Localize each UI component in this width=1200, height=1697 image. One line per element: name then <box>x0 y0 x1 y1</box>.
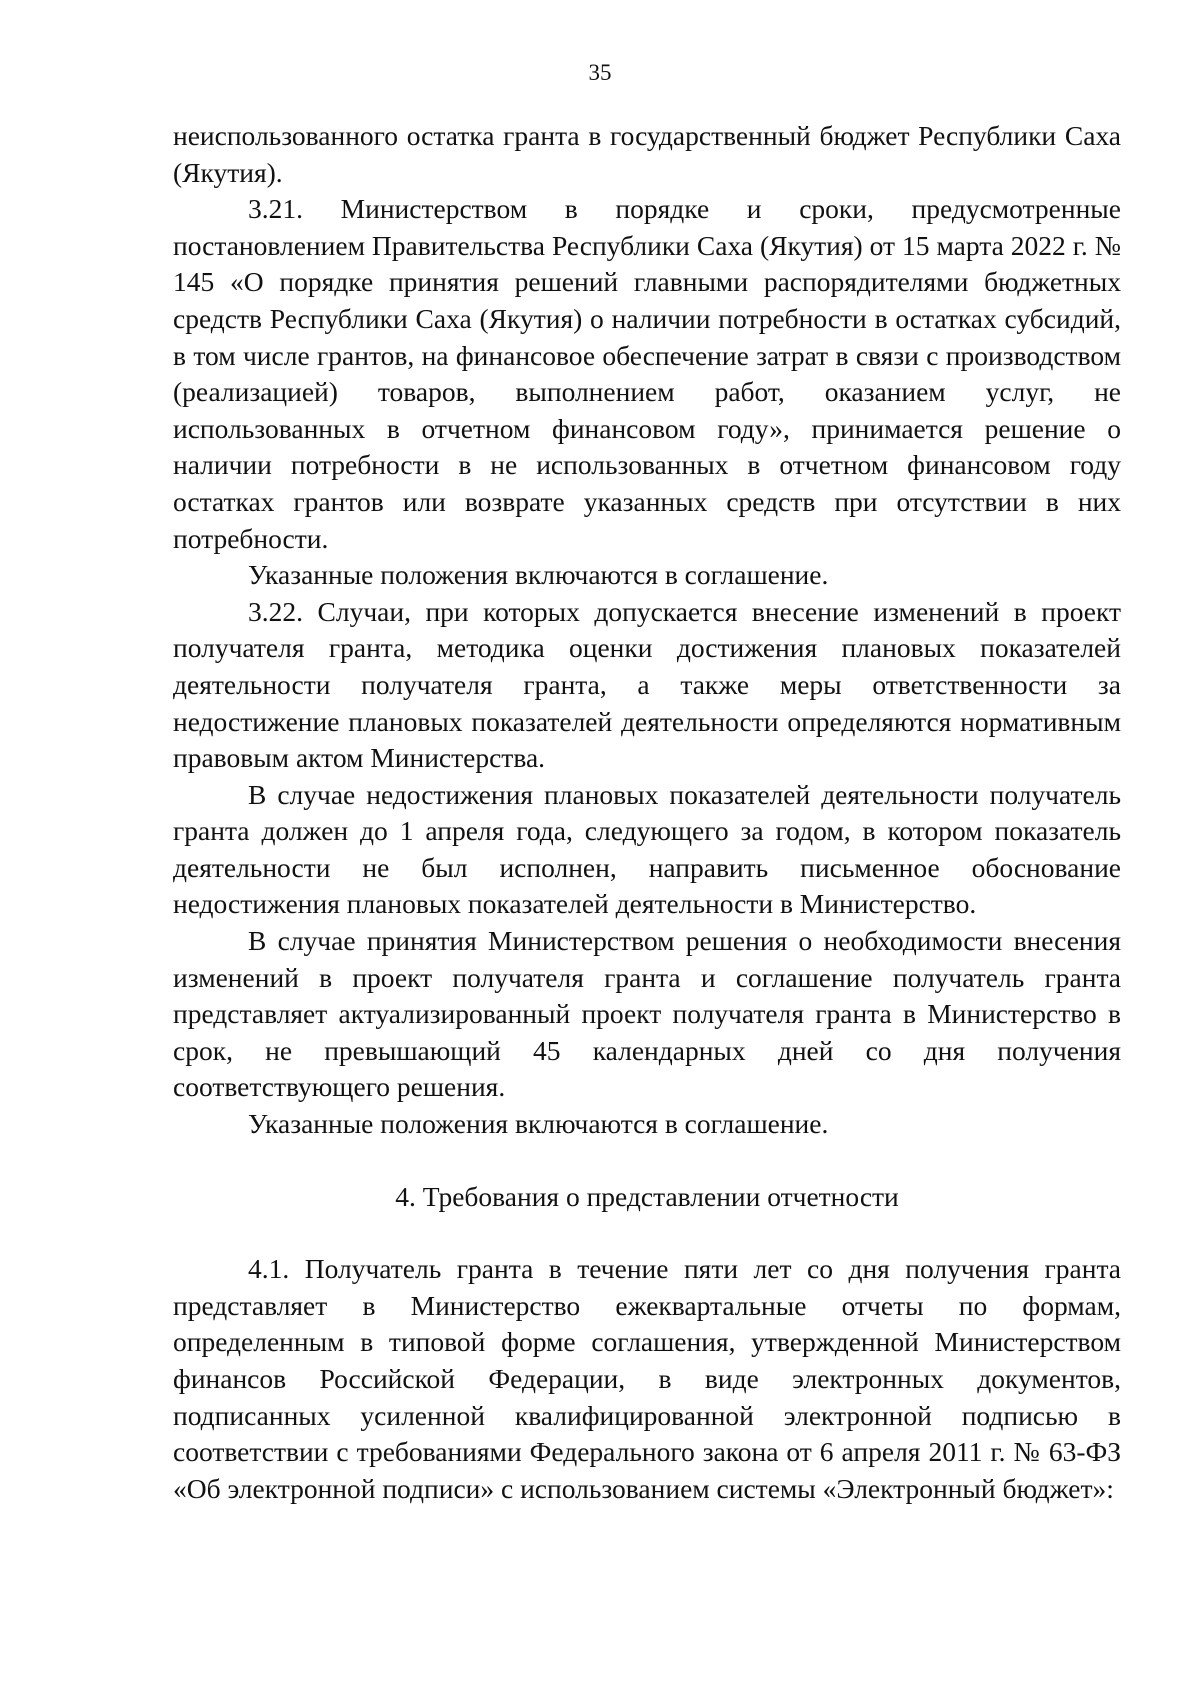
section-heading: 4. Требования о представлении отчетности <box>395 1180 899 1212</box>
paragraph-4-1: 4.1. Получатель гранта в течение пяти лет со дня получения гранта представляет в Министерство ежеквартальные отчеты по формам, определенным в типовой форме соглашения, утвержденной Министерством финансов Российской Федерации, в виде электронных документов, подписанных усиленной квалифицированной электронной подписью в соответствии с требованиями Федерального закона от 6 апреля 2011 г. № 63-ФЗ «Об электронной подписи» с использованием системы «Электронный бюджет»: <box>173 1253 1121 1504</box>
paragraph-non-achievement: В случае недостижения плановых показателей деятельности получатель гранта должен до 1 апреля года, следующего за годом, в котором показатель деятельности не был исполнен, направить письменное обоснование недостижения плановых показателей деятельности в Министерство. <box>173 778 1121 920</box>
paragraph-provisions-note: Указанные положения включаются в соглашение. <box>248 559 829 591</box>
paragraph-grant-remainder: неиспользованного остатка гранта в государственный бюджет Республики Саха (Якутия). <box>173 120 1121 188</box>
page-number: 35 <box>588 60 612 85</box>
paragraph-3-21: 3.21. Министерством в порядке и сроки, предусмотренные постановлением Правительства Республики Саха (Якутия) от 15 марта 2022 г. № 145 «О порядке принятия решений главными распорядителями бюджетных средств Республики Саха (Якутия) о наличии потребности в остатках субсидий, в том числе грантов, на финансовое обеспечение затрат в связи с производством (реализацией) товаров, выполнением работ, оказанием услуг, не использованных в отчетном финансовом году», принимается решение о наличии потребности в не использованных в отчетном финансовом году остатках грантов или возврате указанных средств при отсутствии в них потребности. <box>173 193 1121 554</box>
paragraph-project-changes: В случае принятия Министерством решения о необходимости внесения изменений в проект получателя гранта и соглашение получатель гранта представляет актуализированный проект получателя гранта в Министерство в срок, не превышающий 45 календарных дней со дня получения соответствующего решения. <box>173 925 1121 1103</box>
document-body <box>173 118 1121 1507</box>
paragraph-3-22: 3.22. Случаи, при которых допускается внесение изменений в проект получателя гранта, методика оценки достижения плановых показателей деятельности получателя гранта, а также меры ответственности за недостижение плановых показателей деятельности определяются нормативным правовым актом Министерства. <box>173 595 1121 774</box>
paragraph-provisions-note: Указанные положения включаются в соглашение. <box>248 1108 829 1140</box>
